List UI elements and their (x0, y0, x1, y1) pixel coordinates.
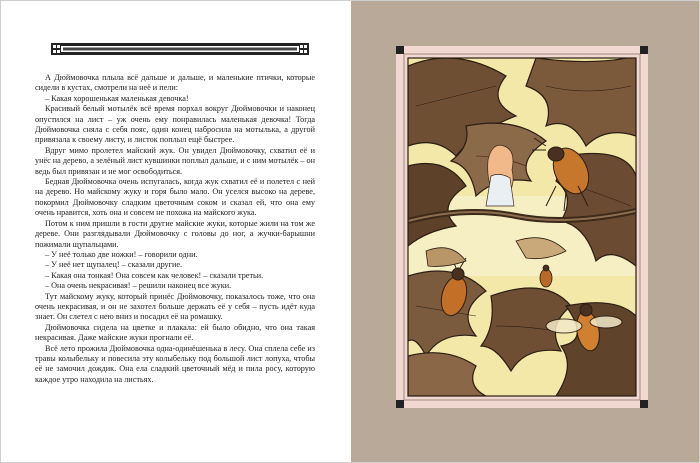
paragraph: – Какая хорошенькая маленькая девочка! (45, 93, 189, 103)
ornament-bar-icon (51, 43, 309, 55)
paragraph: Тут майскому жуку, который принёс Дюймовочку, показалось тоже, что она очень некрасивая, и он не захотел больше держать её у себя – пусть идёт куда знает. Он слетел с нею вниз и посадил её на ромашку. (35, 291, 315, 322)
paragraph: Вдруг мимо пролетел майский жук. Он увидел Дюймовочку, схватил её и унёс на дерево, а зелёный лист кувшинки поплыл дальше, и с ним мотылёк – он ведь был привязан и не мог освободиться. (35, 145, 315, 176)
header-ornament (51, 43, 309, 55)
paragraph: Красивый белый мотылёк всё время порхал вокруг Дюймовочки и наконец опустился на лист – уж очень ему понравилась маленькая девочка! Тогда Дюймовочка сняла с себя пояс, один конец набросила на мотылька, а другой привязала к своему листу, и листок поплыл ещё быстрее. (35, 104, 315, 145)
paragraph: Бедная Дюймовочка очень испугалась, когда жук схватил её и полетел с ней на дерево. Но майскому жуку и горя было мало. Он уселся высоко на дереве, покормил Дюймовочку сладким цветочным соком и сказал ей, что она ему очень нравится, хоть она и совсем не похожа на майского жука. (35, 177, 315, 218)
thumbelina-beetle-illustration-icon (396, 46, 648, 408)
paragraph: Всё лето прожила Дюймовочка одна-одинёшенька в лесу. Она сплела себе из травы колыбельку и повесила эту колыбельку под большой лист лопуха, чтобы её не замочил дождик. Она ела сладкий цветочный мёд и пила росу, которую каждое утро находила на листьях. (35, 343, 315, 384)
left-page (1, 1, 351, 462)
paragraph: Дюймовочка сидела на цветке и плакала: ей было обидно, что она такая некрасивая. Даже майские жуки прогнали её. (35, 322, 315, 343)
paragraph: – Какая она тонкая! Она совсем как человек! – сказали третьи. (45, 270, 264, 280)
paragraph: – У неё только две ножки! – говорили одни. (45, 249, 198, 259)
paragraph: – Она очень некрасивая! – решили наконец все жуки. (45, 281, 232, 291)
paragraph: А Дюймовочка плыла всё дальше и дальше, и маленькие птички, которые сидели в кустах, смотрели на неё и пели: (35, 73, 315, 93)
illustration-frame (396, 46, 648, 408)
paragraph: Потом к ним пришли в гости другие майские жуки, которые жили на том же дереве. Они разглядывали Дюймовочку с головы до ног, а жучки-барышни пожимали щупальцами. (35, 218, 315, 249)
paragraph: – У неё нет щупалец! – сказали другие. (45, 260, 183, 270)
story-text (35, 73, 315, 385)
